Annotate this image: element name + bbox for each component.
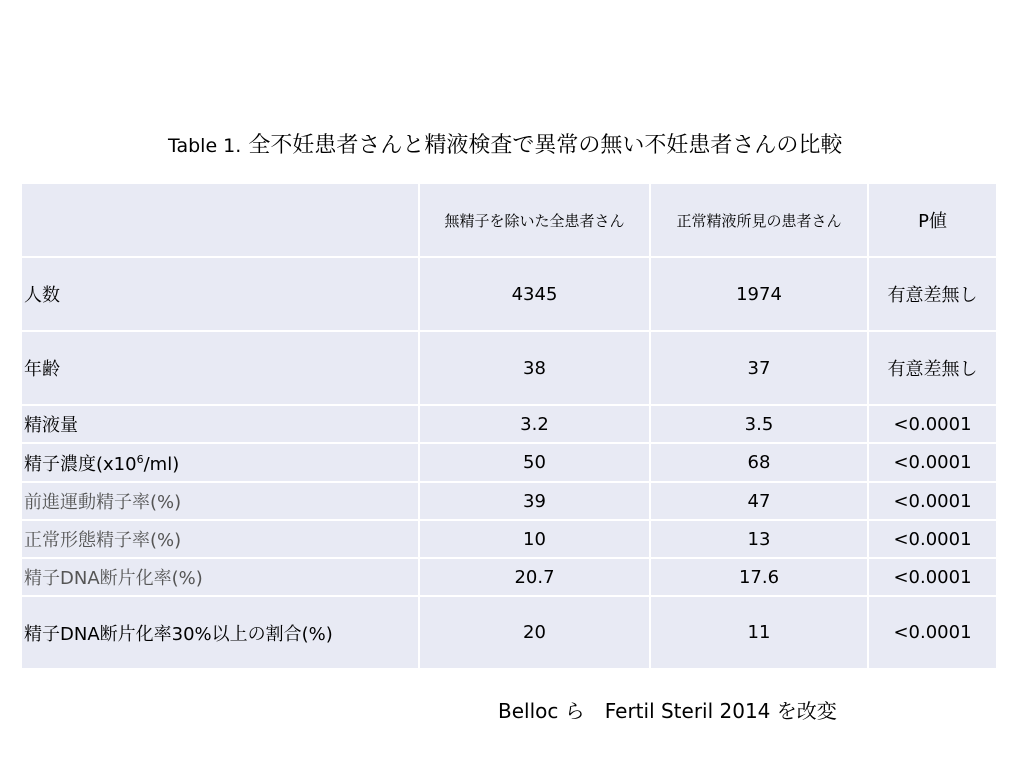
header-cell-empty — [21, 183, 419, 257]
cell-all-patients: 3.2 — [419, 405, 650, 443]
row-label: 精子DNA断片化率(%) — [21, 558, 419, 596]
cell-normal-patients: 11 — [650, 596, 868, 669]
table-header-row — [21, 183, 997, 257]
cell-p-value: 有意差無し — [868, 257, 997, 331]
row-label-exponent: 6 — [136, 452, 144, 466]
table-row — [21, 257, 997, 331]
cell-p-value: <0.0001 — [868, 520, 997, 558]
cell-p-value: <0.0001 — [868, 558, 997, 596]
row-label: 精液量 — [21, 405, 419, 443]
title-text: 全不妊患者さんと精液検査で異常の無い不妊患者さんの比較 — [248, 133, 843, 158]
cell-all-patients: 50 — [419, 443, 650, 482]
row-label — [21, 443, 419, 482]
cell-normal-patients: 17.6 — [650, 558, 868, 596]
table-row — [21, 520, 997, 558]
cell-p-value: <0.0001 — [868, 596, 997, 669]
cell-all-patients: 4345 — [419, 257, 650, 331]
cell-all-patients: 38 — [419, 331, 650, 405]
cell-normal-patients: 3.5 — [650, 405, 868, 443]
row-label: 前進運動精子率(%) — [21, 482, 419, 520]
row-label: 正常形態精子率(%) — [21, 520, 419, 558]
cell-all-patients: 20.7 — [419, 558, 650, 596]
slide-title — [168, 128, 842, 164]
cell-p-value: <0.0001 — [868, 482, 997, 520]
cell-normal-patients: 37 — [650, 331, 868, 405]
row-label-suffix: /ml) — [143, 453, 180, 475]
title-prefix: Table 1. — [168, 135, 242, 157]
row-label: 年齢 — [21, 331, 419, 405]
cell-p-value: 有意差無し — [868, 331, 997, 405]
row-label: 人数 — [21, 257, 419, 331]
source-citation: Belloc ら Fertil Steril 2014 を改変 — [498, 699, 837, 723]
cell-all-patients: 10 — [419, 520, 650, 558]
table-row — [21, 331, 997, 405]
cell-normal-patients: 68 — [650, 443, 868, 482]
table-row — [21, 482, 997, 520]
cell-normal-patients: 47 — [650, 482, 868, 520]
cell-normal-patients: 13 — [650, 520, 868, 558]
table-row — [21, 443, 997, 482]
comparison-table — [20, 182, 998, 670]
cell-p-value: <0.0001 — [868, 443, 997, 482]
cell-all-patients: 39 — [419, 482, 650, 520]
cell-all-patients: 20 — [419, 596, 650, 669]
cell-p-value: <0.0001 — [868, 405, 997, 443]
row-label: 精子DNA断片化率30%以上の割合(%) — [21, 596, 419, 669]
table-row — [21, 405, 997, 443]
header-all-patients: 無精子を除いた全患者さん — [419, 183, 650, 257]
row-label-main: 精子濃度(x10 — [24, 453, 137, 475]
cell-normal-patients: 1974 — [650, 257, 868, 331]
table-row — [21, 596, 997, 669]
table-row — [21, 558, 997, 596]
header-p-value: P値 — [868, 183, 997, 257]
header-normal-semen-patients: 正常精液所見の患者さん — [650, 183, 868, 257]
